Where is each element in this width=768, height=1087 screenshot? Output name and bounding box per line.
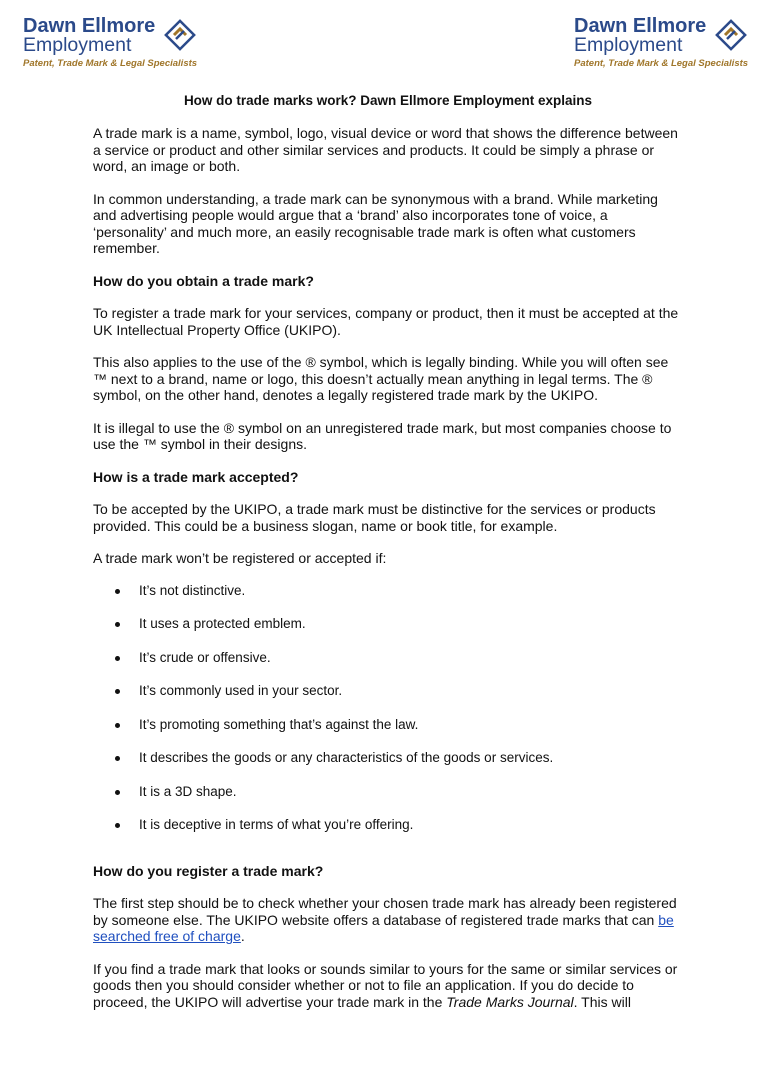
- list-item-text: It describes the goods or any characteristics of the goods or services.: [139, 750, 554, 765]
- list-item-text: It uses a protected emblem.: [139, 616, 306, 631]
- paragraph-text: If you find a trade mark that looks or sounds similar to yours for the same or similar services or goods then you should consider whether or not to file an application. If you do decide to proceed, the UKIPO will advertise your trade mark in the: [93, 960, 678, 1010]
- paragraph-text-end: . This will: [573, 993, 631, 1010]
- list-item: [93, 717, 683, 751]
- journal-title: Trade Marks Journal: [446, 993, 574, 1010]
- paragraph-not-accepted: A trade mark won’t be registered or accepted if:: [93, 550, 387, 566]
- heading-obtain: How do you obtain a trade mark?: [93, 272, 314, 289]
- rejection-list: [93, 583, 683, 851]
- list-item-text: It is a 3D shape.: [139, 783, 237, 799]
- paragraph-register-ukipo: To register a trade mark for your services, company or product, then it must be accepted at the UK Intellectual Property Office (UKIPO).: [93, 305, 679, 338]
- logo-name-line1: Dawn Ellmore: [23, 15, 156, 37]
- bullet-icon: [115, 589, 120, 594]
- paragraph-definition: A trade mark is a name, symbol, logo, visual device or word that shows the difference between a service or product and other similar services and products. It could be simply a phrase or word, an image or both.: [93, 125, 678, 174]
- logo-name-line2: Employment: [23, 34, 132, 56]
- heading-register: How do you register a trade mark?: [93, 862, 324, 879]
- paragraph-symbol: This also applies to the use of the ® symbol, which is legally binding. While you will often see ™ next to a brand, name or logo, this doesn’t actually mean anything in legal terms. The ® symbol, on the other hand, denotes a legally registered trade mark by the UKIPO.: [93, 354, 669, 403]
- list-item: [93, 650, 683, 684]
- paragraph-text: The first step should be to check whether your chosen trade mark has already been registered by someone else. The UKIPO website offers a database of registered trade marks that can: [93, 895, 677, 928]
- logo-name-line2: Employment: [574, 34, 683, 56]
- page-title: How do trade marks work? Dawn Ellmore Employment explains: [183, 93, 593, 108]
- list-item: [93, 616, 683, 650]
- paragraph-text-end: .: [240, 928, 245, 944]
- logo-tagline: Patent, Trade Mark & Legal Specialists: [574, 58, 749, 69]
- diamond-logo-icon: [714, 18, 748, 52]
- bullet-icon: [115, 790, 120, 795]
- paragraph-similar-marks: [93, 961, 683, 1011]
- list-item-text: It’s not distinctive.: [139, 582, 246, 598]
- logo-left: [23, 14, 228, 74]
- bullet-icon: [115, 756, 120, 761]
- bullet-icon: [115, 723, 120, 728]
- search-database-link[interactable]: be searched free of charge: [93, 911, 674, 944]
- bullet-icon: [115, 656, 120, 661]
- heading-accepted: How is a trade mark accepted?: [93, 468, 299, 485]
- bullet-icon: [115, 823, 120, 828]
- list-item: [93, 683, 683, 717]
- list-item: [93, 817, 683, 851]
- paragraph-brand: In common understanding, a trade mark can be synonymous with a brand. While marketing and advertising people would argue that a ‘brand’ also incorporates tone of voice, a ‘personality’ and much more, an easily recognisable trade mark is often what customers remember.: [93, 190, 658, 256]
- paragraph-illegal: It is illegal to use the ® symbol on an unregistered trade mark, but most companies choose to use the ™ symbol in their designs.: [93, 419, 672, 452]
- bullet-icon: [115, 689, 120, 694]
- logo-right: [574, 14, 768, 74]
- bullet-icon: [115, 622, 120, 627]
- list-item-text: It’s crude or offensive.: [139, 649, 271, 665]
- logo-tagline: Patent, Trade Mark & Legal Specialists: [23, 58, 198, 69]
- document-body: [93, 93, 683, 1026]
- list-item-text: It is deceptive in terms of what you’re offering.: [139, 817, 414, 832]
- logo-name-line1: Dawn Ellmore: [574, 15, 707, 37]
- paragraph-distinctive: To be accepted by the UKIPO, a trade mark must be distinctive for the services or products provided. This could be a business slogan, name or book title, for example.: [93, 501, 656, 534]
- list-item: [93, 784, 683, 818]
- paragraph-check-register: [93, 895, 683, 945]
- list-item: [93, 750, 683, 784]
- list-item: [93, 583, 683, 617]
- diamond-logo-icon: [163, 18, 197, 52]
- list-item-text: It’s commonly used in your sector.: [139, 683, 343, 698]
- list-item-text: It’s promoting something that’s against the law.: [139, 716, 419, 732]
